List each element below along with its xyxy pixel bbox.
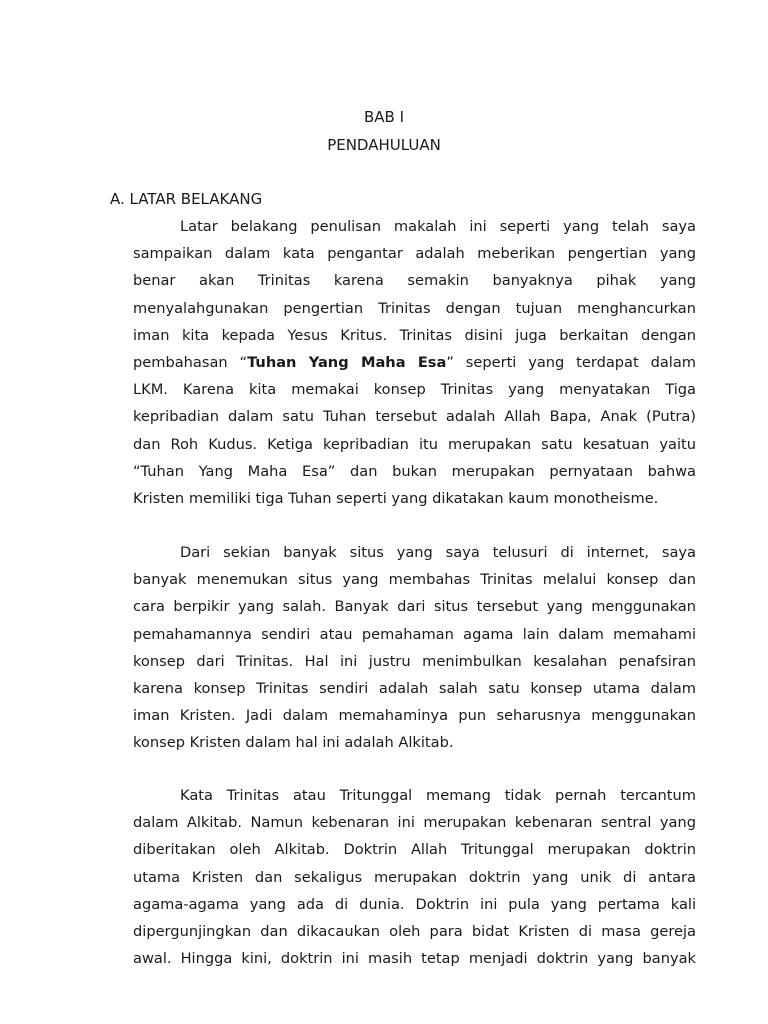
- paragraph-line: LKM. Karena kita memakai konsep Trinitas yang menyatakan Tiga: [133, 381, 696, 399]
- paragraph-line: menyalahgunakan pengertian Trinitas dengan tujuan menghancurkan: [133, 299, 696, 317]
- paragraph-line: Kristen memiliki tiga Tuhan seperti yang dikatakan kaum monotheisme.: [133, 489, 659, 507]
- line-prefix: pembahasan “: [133, 353, 248, 371]
- paragraph-line: konsep dari Trinitas. Hal ini justru menimbulkan kesalahan penafsiran: [133, 652, 696, 670]
- paragraph-line: dipergunjingkan dan dikacaukan oleh para bidat Kristen di masa gereja: [133, 922, 696, 940]
- paragraph-line: iman Kristen. Jadi dalam memahaminya pun seharusnya menggunakan: [133, 707, 696, 725]
- chapter-number: BAB I: [363, 108, 405, 126]
- paragraph-2: [133, 539, 696, 757]
- paragraph-line: Dari sekian banyak situs yang saya telusuri di internet, saya: [180, 544, 696, 561]
- paragraph-line: Kata Trinitas atau Tritunggal memang tidak pernah tercantum: [180, 787, 696, 804]
- paragraph-line: cara berpikir yang salah. Banyak dari situs tersebut yang menggunakan: [133, 598, 696, 616]
- line-suffix: ” seperti yang terdapat dalam: [446, 353, 696, 371]
- paragraph-line: awal. Hingga kini, doktrin ini masih tetap menjadi doktrin yang banyak: [133, 950, 696, 968]
- paragraph-line: iman kita kepada Yesus Kritus. Trinitas disini juga berkaitan dengan: [133, 326, 696, 344]
- paragraph-3: [133, 782, 696, 972]
- paragraph-line-with-emphasis: [133, 349, 696, 376]
- emphasis-text: Tuhan Yang Maha Esa: [247, 353, 447, 371]
- paragraph-line: diberitakan oleh Alkitab. Doktrin Allah Tritunggal merupakan doktrin: [133, 841, 696, 859]
- paragraph-line: karena konsep Trinitas sendiri adalah salah satu konsep utama dalam: [133, 679, 696, 697]
- paragraph-line: banyak menemukan situs yang membahas Trinitas melalui konsep dan: [133, 571, 696, 589]
- paragraph-line: konsep Kristen dalam hal ini adalah Alkitab.: [133, 734, 454, 752]
- paragraph-line: “Tuhan Yang Maha Esa” dan bukan merupakan pernyataan bahwa: [133, 462, 696, 480]
- paragraph-line: agama-agama yang ada di dunia. Doktrin ini pula yang pertama kali: [133, 895, 696, 913]
- paragraph-line: benar akan Trinitas karena semakin banyaknya pihak yang: [133, 272, 696, 290]
- paragraph-line: kepribadian dalam satu Tuhan tersebut adalah Allah Bapa, Anak (Putra): [133, 408, 696, 426]
- paragraph-1: [133, 213, 696, 512]
- paragraph-line: Latar belakang penulisan makalah ini seperti yang telah saya: [180, 218, 696, 235]
- chapter-title: PENDAHULUAN: [327, 136, 441, 154]
- paragraph-line: utama Kristen dan sekaligus merupakan doktrin yang unik di antara: [133, 868, 696, 886]
- paragraph-line: dan Roh Kudus. Ketiga kepribadian itu merupakan satu kesatuan yaitu: [133, 435, 696, 453]
- section-heading: A. LATAR BELAKANG: [110, 190, 263, 208]
- paragraph-line: sampaikan dalam kata pengantar adalah meberikan pengertian yang: [133, 245, 696, 263]
- paragraph-line: dalam Alkitab. Namun kebenaran ini merupakan kebenaran sentral yang: [133, 814, 696, 832]
- paragraph-line: pemahamannya sendiri atau pemahaman agama lain dalam memahami: [133, 625, 696, 643]
